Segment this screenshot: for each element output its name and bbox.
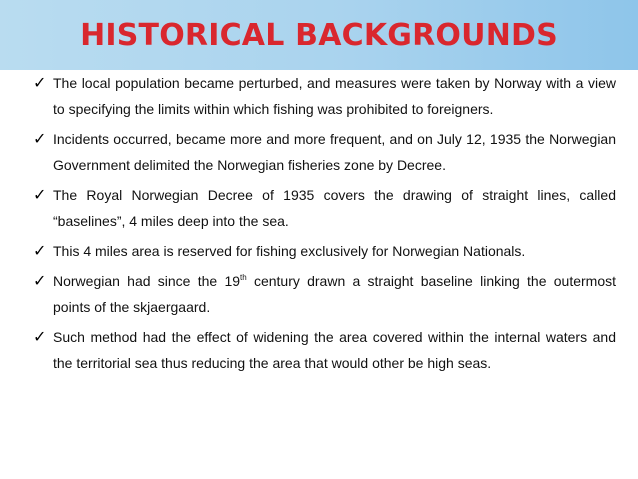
- bullet-list: [33, 70, 616, 380]
- bullet-item: [33, 268, 616, 320]
- bullet-item: [33, 182, 616, 234]
- bullet-item: [33, 70, 616, 122]
- check-mark-icon: ✓: [33, 129, 47, 148]
- bullet-text: This 4 miles area is reserved for fishing exclusively for Norwegian Nationals.: [53, 243, 526, 259]
- bullet-text-part: Norwegian had since the 19: [53, 273, 241, 289]
- bullet-text: The local population became perturbed, and measures were taken by Norway with a view to specifying the limits within which fishing was prohibited to foreigners.: [53, 75, 616, 117]
- superscript-th: th: [240, 273, 247, 282]
- bullet-item: [33, 324, 616, 376]
- bullet-text-part: century drawn a straight baseline linking the outermost points of the skjaergaard.: [53, 273, 616, 315]
- check-mark-icon: ✓: [33, 241, 47, 260]
- slide-title: HISTORICAL BACKGROUNDS: [80, 18, 558, 53]
- check-mark-icon: ✓: [33, 185, 47, 204]
- bullet-item: [33, 238, 616, 264]
- check-mark-icon: ✓: [33, 271, 47, 290]
- bullet-text: Such method had the effect of widening the area covered within the internal waters and the territorial sea thus reducing the area that would other be high seas.: [53, 329, 616, 371]
- bullet-text: Incidents occurred, became more and more frequent, and on July 12, 1935 the Norwegian Government delimited the Norwegian fisheries zone by Decree.: [53, 131, 616, 173]
- check-mark-icon: ✓: [33, 327, 47, 346]
- check-mark-icon: ✓: [33, 73, 47, 92]
- bullet-text: The Royal Norwegian Decree of 1935 covers the drawing of straight lines, called “baselines”, 4 miles deep into the sea.: [53, 187, 616, 229]
- bullet-item: [33, 126, 616, 178]
